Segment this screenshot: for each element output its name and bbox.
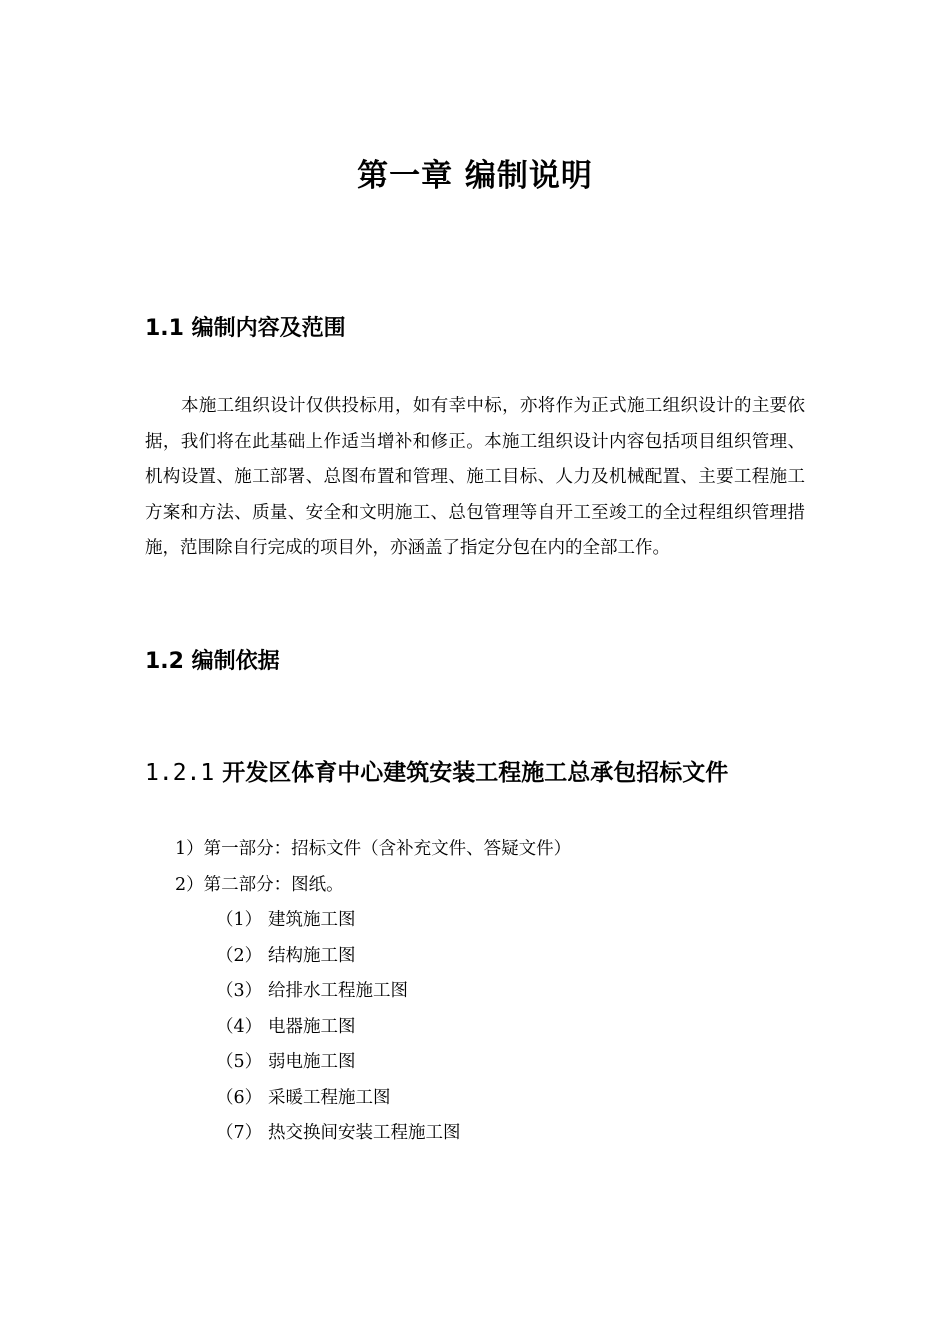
sub-list-item xyxy=(175,1116,571,1152)
sub-item-index: （5） xyxy=(216,1052,263,1072)
sub-item-text: 建筑施工图 xyxy=(268,910,356,930)
section-heading-1-2-1 xyxy=(145,755,728,791)
sub-item-text: 电器施工图 xyxy=(268,1016,356,1037)
list-item: 2）第二部分：图纸。 xyxy=(175,874,344,895)
sub-item-index: （2） xyxy=(216,945,263,966)
sub-list-item xyxy=(175,1010,571,1046)
sub-item-text: 给排水工程施工图 xyxy=(268,981,408,1001)
list-item: 1）第一部分：招标文件（含补充文件、答疑文件） xyxy=(175,839,572,859)
section-number: 1.2.1 xyxy=(145,760,215,786)
sub-item-text: 热交换间安装工程施工图 xyxy=(268,1123,461,1143)
sub-list-item xyxy=(175,1045,571,1081)
sub-item-index: （6） xyxy=(216,1087,263,1108)
sub-item-text: 结构施工图 xyxy=(268,945,356,966)
sub-item-index: （3） xyxy=(216,981,263,1001)
sub-list-item xyxy=(175,1081,571,1117)
section-heading-1-2: 1.2 编制依据 xyxy=(145,649,280,674)
chapter-title: 第一章 编制说明 xyxy=(357,158,593,194)
basis-list xyxy=(175,832,571,1152)
sub-list-item xyxy=(175,939,571,975)
sub-list-item xyxy=(175,974,571,1010)
section-title: 开发区体育中心建筑安装工程施工总承包招标文件 xyxy=(222,760,729,786)
sub-item-index: （7） xyxy=(216,1123,263,1143)
sub-item-text: 采暖工程施工图 xyxy=(268,1087,391,1108)
section-1-1-paragraph: 本施工组织设计仅供投标用，如有幸中标，亦将作为正式施工组织设计的主要依据，我们将在此基础上作适当增补和修正。本施工组织设计内容包括项目组织管理、机构设置、施工部署、总图布置和管理、施工目标、人力及机械配置、主要工程施工方案和方法、质量、安全和文明施工、总包管理等自开工至竣工的全过程组织管理措施，范围除自行完成的项目外，亦涵盖了指定分包在内的全部工作。 xyxy=(145,396,805,558)
sub-item-index: （1） xyxy=(216,910,263,930)
sub-item-index: （4） xyxy=(216,1016,263,1037)
sub-list-item xyxy=(175,903,571,939)
sub-item-text: 弱电施工图 xyxy=(268,1052,356,1072)
section-heading-1-1: 1.1 编制内容及范围 xyxy=(145,316,346,341)
